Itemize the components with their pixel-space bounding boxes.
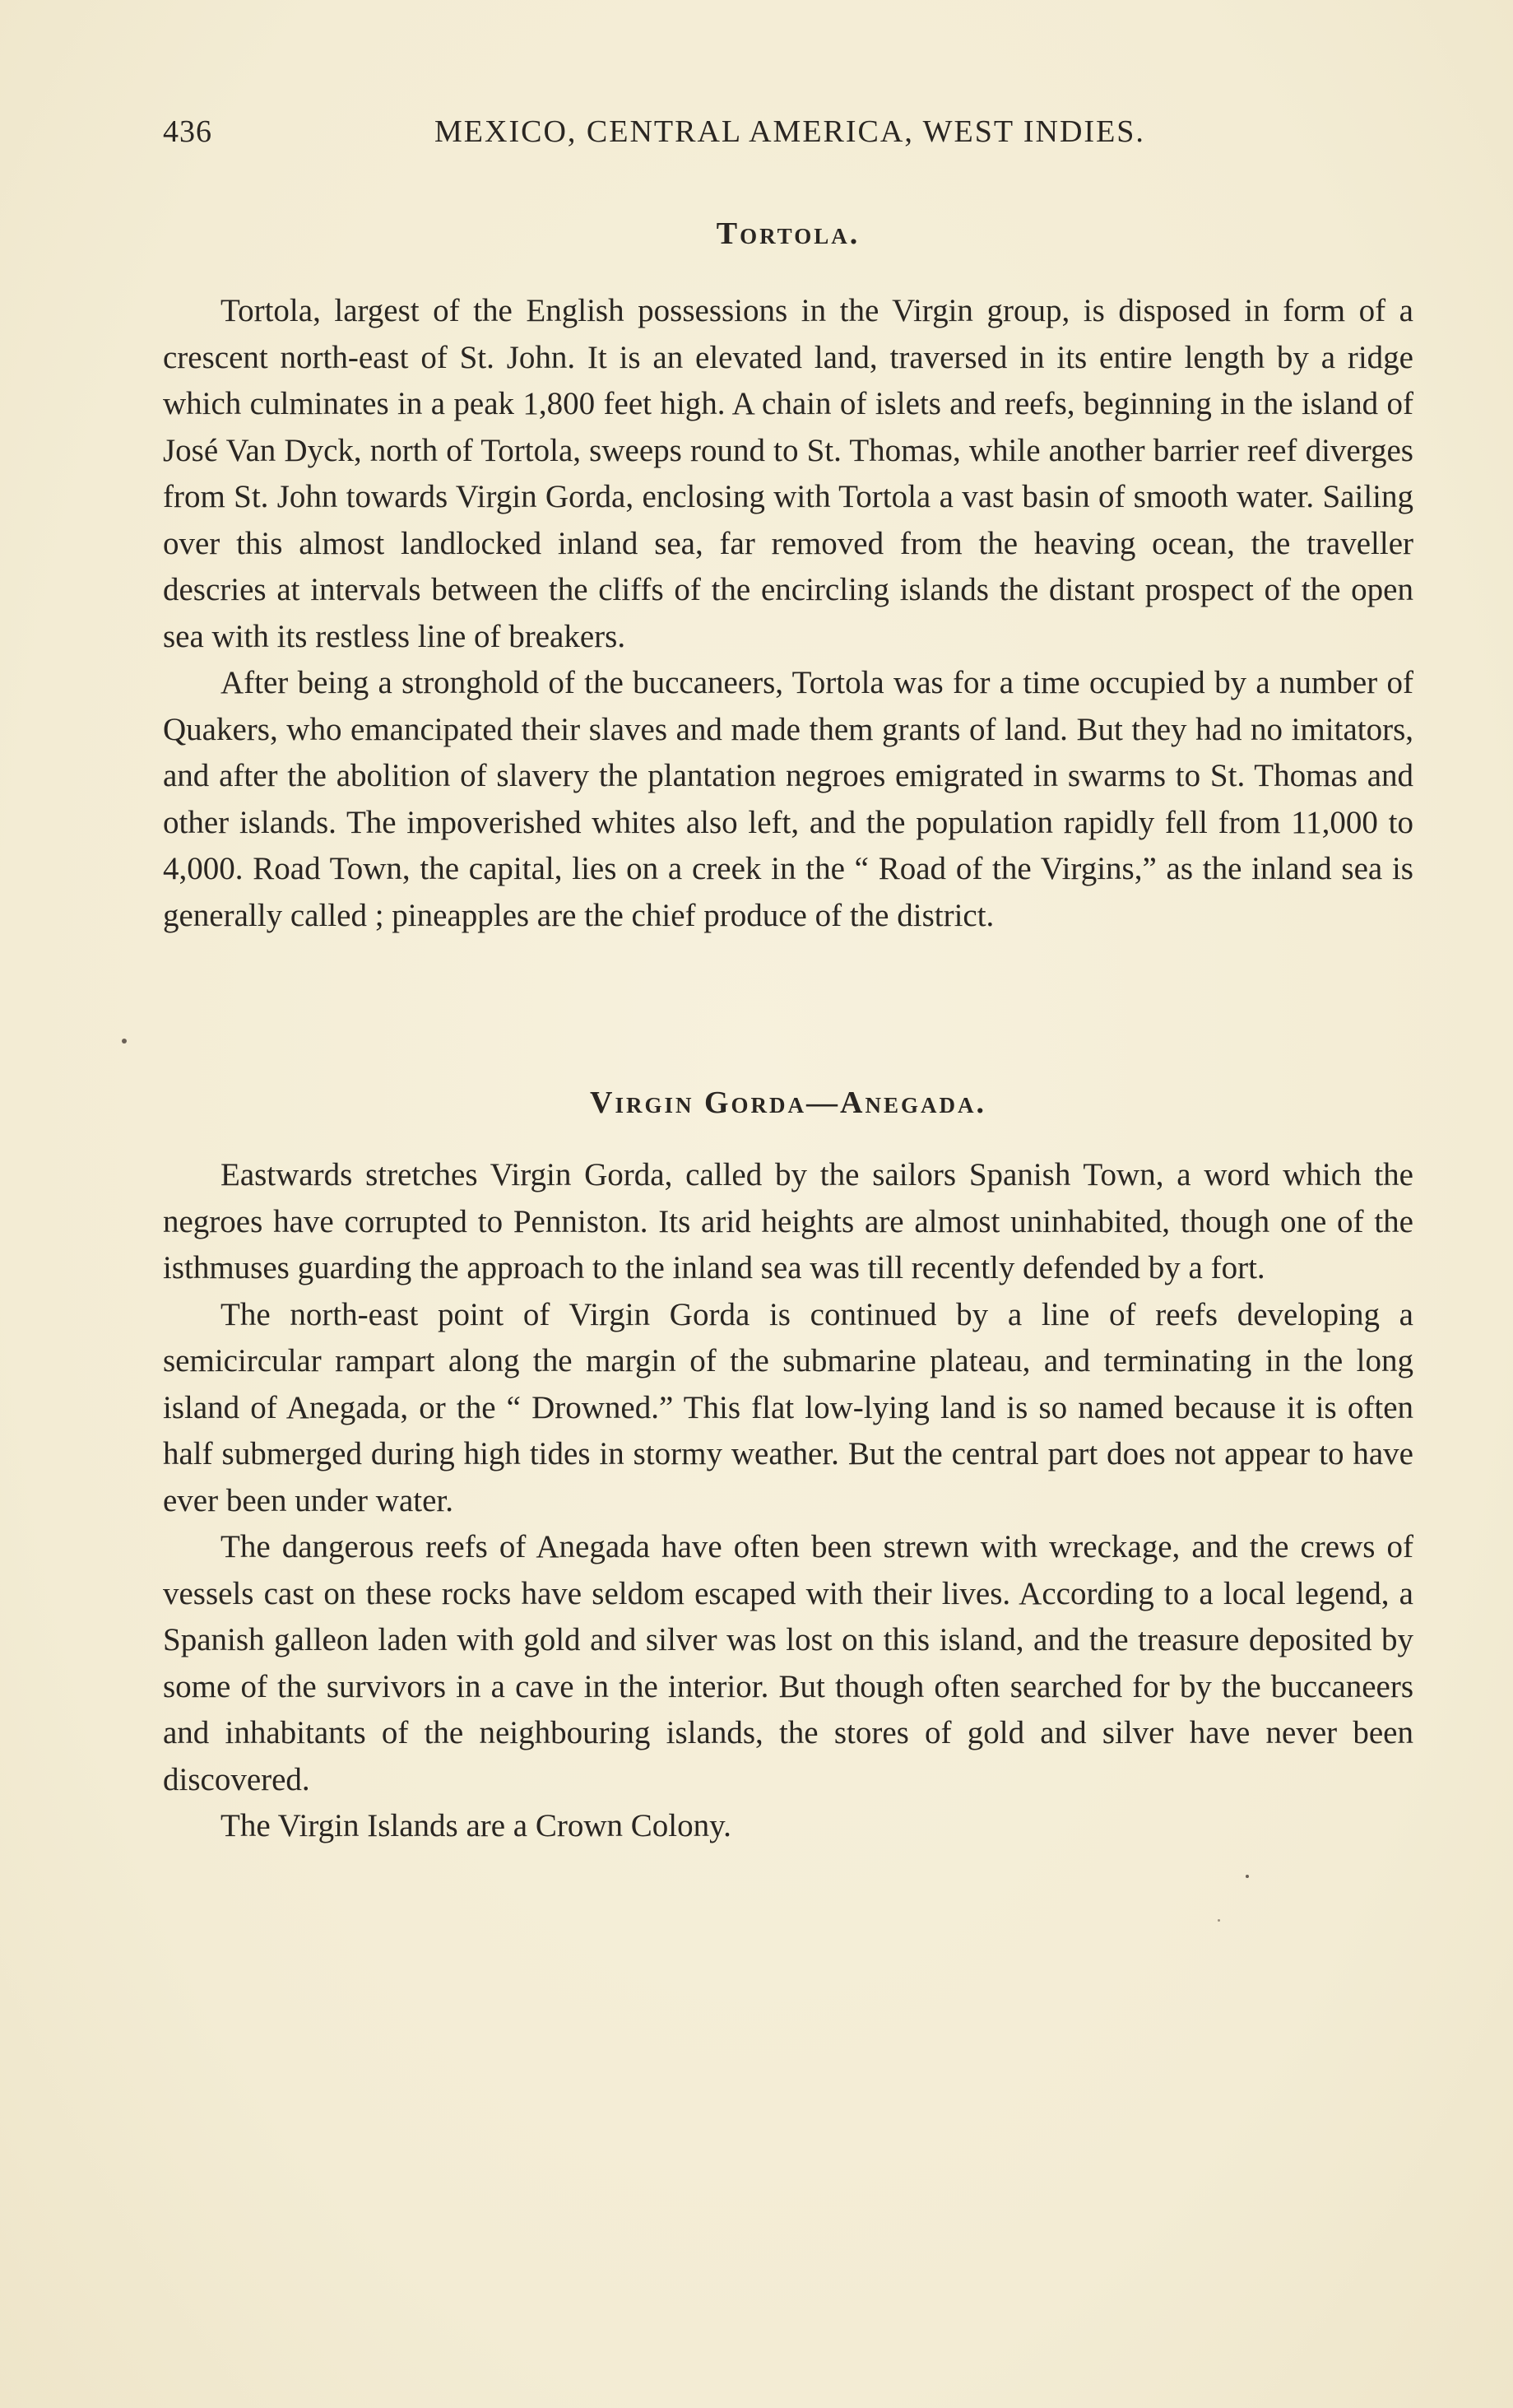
paragraph: The north-east point of Virgin Gorda is continued by a line of reefs developing a semicircular rampart along the margin of the submarine plateau, and terminating in the long island of Anegada, or the “ Drowned.” This flat low-lying land is so named because it is often half submerged during high tides in stormy weather. But the central part does not appear to have ever been under water.	[163, 1296, 1413, 1518]
print-speck	[1246, 1875, 1249, 1878]
paragraph: After being a stronghold of the buccaneers, Tortola was for a time occupied by a number of Quakers, who emancipated their slaves and made them grants of land. But they had no imitators, and after the abolition of slavery the plantation negroes emigrated in swarms to St. Thomas and other islands. The impoverished whites also left, and the population rapidly fell from 11,000 to 4,000. Road Town, the capital, lies on a creek in the “ Road of the Virgins,” as the inland sea is generally called ; pineapples are the chief produce of the district.	[163, 665, 1413, 933]
paragraph: The dangerous reefs of Anegada have often been strewn with wreckage, and the crews of vessels cast on these rocks have seldom escaped with their lives. According to a local legend, a Spanish galleon laden with gold and silver was lost on this island, and the treasure deposited by some of the survivors in a cave in the interior. But though often searched for by the buccaneers and inhabitants of the neighbouring islands, the stores of gold and silver have never been discovered.	[163, 1529, 1413, 1797]
paragraph: Eastwards stretches Virgin Gorda, called by the sailors Spanish Town, a word which the negroes have corrupted to Penniston. Its arid heights are almost uninhabited, though one of the isthmuses guarding the approach to the inland sea was till recently defended by a fort.	[163, 1157, 1413, 1285]
print-speck	[122, 1039, 127, 1044]
running-head	[163, 114, 1413, 163]
section-virgin-gorda-anegada	[163, 1085, 1413, 1850]
section-heading: Virgin Gorda—Anegada.	[590, 1085, 986, 1120]
section-tortola	[163, 216, 1413, 939]
page-number: 436	[163, 114, 212, 149]
paragraph: Tortola, largest of the English possessions in the Virgin group, is disposed in form of a crescent north-east of St. John. It is an elevated land, traversed in its entire length by a ridge which culminates in a peak 1,800 feet high. A chain of islets and reefs, beginning in the island of José Van Dyck, north of Tortola, sweeps round to St. Thomas, while another barrier reef diverges from St. John towards Virgin Gorda, enclosing with Tortola a vast basin of smooth water. Sailing over this almost landlocked inland sea, far removed from the heaving ocean, the traveller descries at intervals between the cliffs of the encircling islands the distant prospect of the open sea with its restless line of breakers.	[163, 293, 1413, 654]
section-heading: Tortola.	[716, 216, 861, 251]
print-speck	[1218, 1919, 1220, 1922]
running-title: MEXICO, CENTRAL AMERICA, WEST INDIES.	[434, 114, 1145, 149]
paragraph: The Virgin Islands are a Crown Colony.	[220, 1808, 731, 1843]
